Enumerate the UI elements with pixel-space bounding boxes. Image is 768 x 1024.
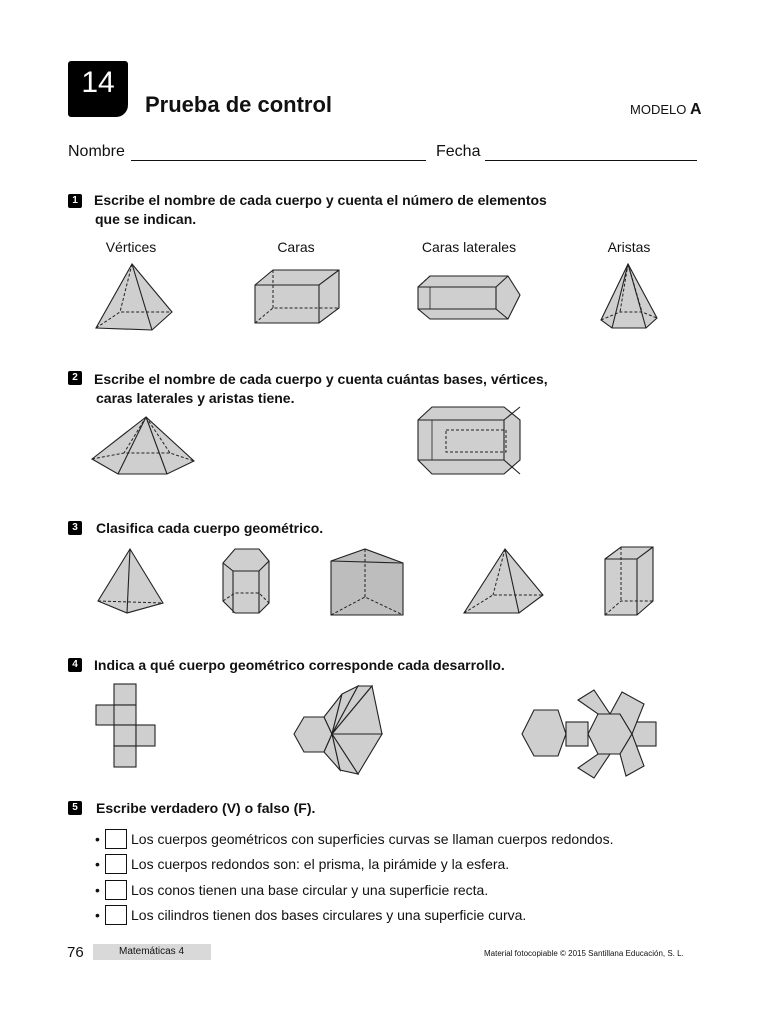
answer-box[interactable] — [105, 854, 127, 874]
square-pyramid-figure-2 — [461, 547, 547, 617]
subject-tab: Matemáticas 4 — [93, 944, 211, 960]
bullet: • — [95, 907, 100, 923]
date-label: Fecha — [436, 143, 481, 160]
triangular-pyramid-figure — [95, 547, 167, 617]
question-5-number: 5 — [68, 801, 82, 815]
statement-row — [95, 904, 526, 926]
model-text: MODELO — [630, 102, 687, 117]
question-3-text: Clasifica cada cuerpo geométrico. — [96, 520, 324, 536]
column-caras-laterales: Caras laterales — [421, 239, 517, 255]
hexagonal-prism-lying-figure — [416, 273, 526, 325]
name-field[interactable] — [131, 160, 426, 161]
question-2-line1: Escribe el nombre de cada cuerpo y cuenta cuántas bases, vértices, — [94, 371, 548, 387]
square-prism-figure — [603, 545, 657, 619]
hexagonal-prism-figure — [416, 404, 524, 476]
unit-number-badge: 14 — [68, 61, 128, 117]
rectangular-prism-figure — [253, 268, 343, 328]
statement-text: Los cuerpos redondos son: el prisma, la pirámide y la esfera. — [131, 856, 510, 872]
cube-net-figure — [95, 684, 157, 768]
bullet: • — [95, 882, 100, 898]
column-vertices: Vértices — [105, 239, 157, 255]
question-2-text — [94, 370, 548, 408]
hexagonal-prism-net-figure — [520, 688, 660, 780]
statement-text: Los cilindros tienen dos bases circulares y una superficie curva. — [131, 907, 527, 923]
hexagonal-pyramid-net-figure — [292, 684, 384, 776]
bullet: • — [95, 831, 100, 847]
name-label: Nombre — [68, 143, 125, 160]
question-2-line2: caras laterales y aristas tiene. — [96, 390, 295, 406]
pentagonal-prism-figure — [221, 547, 273, 617]
statement-text: Los conos tienen una base circular y una superficie recta. — [131, 882, 489, 898]
column-aristas: Aristas — [607, 239, 651, 255]
question-1-text — [94, 191, 547, 229]
answer-box[interactable] — [105, 880, 127, 900]
question-4-number: 4 — [68, 658, 82, 672]
triangular-prism-figure — [329, 547, 405, 617]
question-2-number: 2 — [68, 371, 82, 385]
question-1-line2: que se indican. — [95, 211, 197, 227]
question-3-number: 3 — [68, 521, 82, 535]
statement-text: Los cuerpos geométricos con superficies curvas se llaman cuerpos redondos. — [131, 831, 614, 847]
question-1-number: 1 — [68, 194, 82, 208]
date-field[interactable] — [485, 160, 697, 161]
question-5-text: Escribe verdadero (V) o falso (F). — [96, 800, 316, 816]
square-pyramid-figure — [90, 262, 180, 332]
hexagonal-pyramid-flat-figure — [90, 415, 200, 477]
page-number: 76 — [67, 944, 84, 961]
bullet: • — [95, 856, 100, 872]
model-label — [630, 101, 702, 119]
page-title: Prueba de control — [145, 92, 333, 117]
pentagonal-pyramid-figure — [598, 262, 662, 330]
answer-box[interactable] — [105, 905, 127, 925]
question-4-text: Indica a qué cuerpo geométrico corresponde cada desarrollo. — [94, 657, 505, 673]
statement-row — [95, 879, 488, 901]
column-caras: Caras — [277, 239, 315, 255]
answer-box[interactable] — [105, 829, 127, 849]
copyright-text: Material fotocopiable © 2015 Santillana Educación, S. L. — [484, 949, 684, 958]
statement-row — [95, 853, 509, 875]
statement-row — [95, 828, 613, 850]
model-letter: A — [689, 101, 702, 118]
question-1-line1: Escribe el nombre de cada cuerpo y cuenta el número de elementos — [94, 192, 547, 208]
